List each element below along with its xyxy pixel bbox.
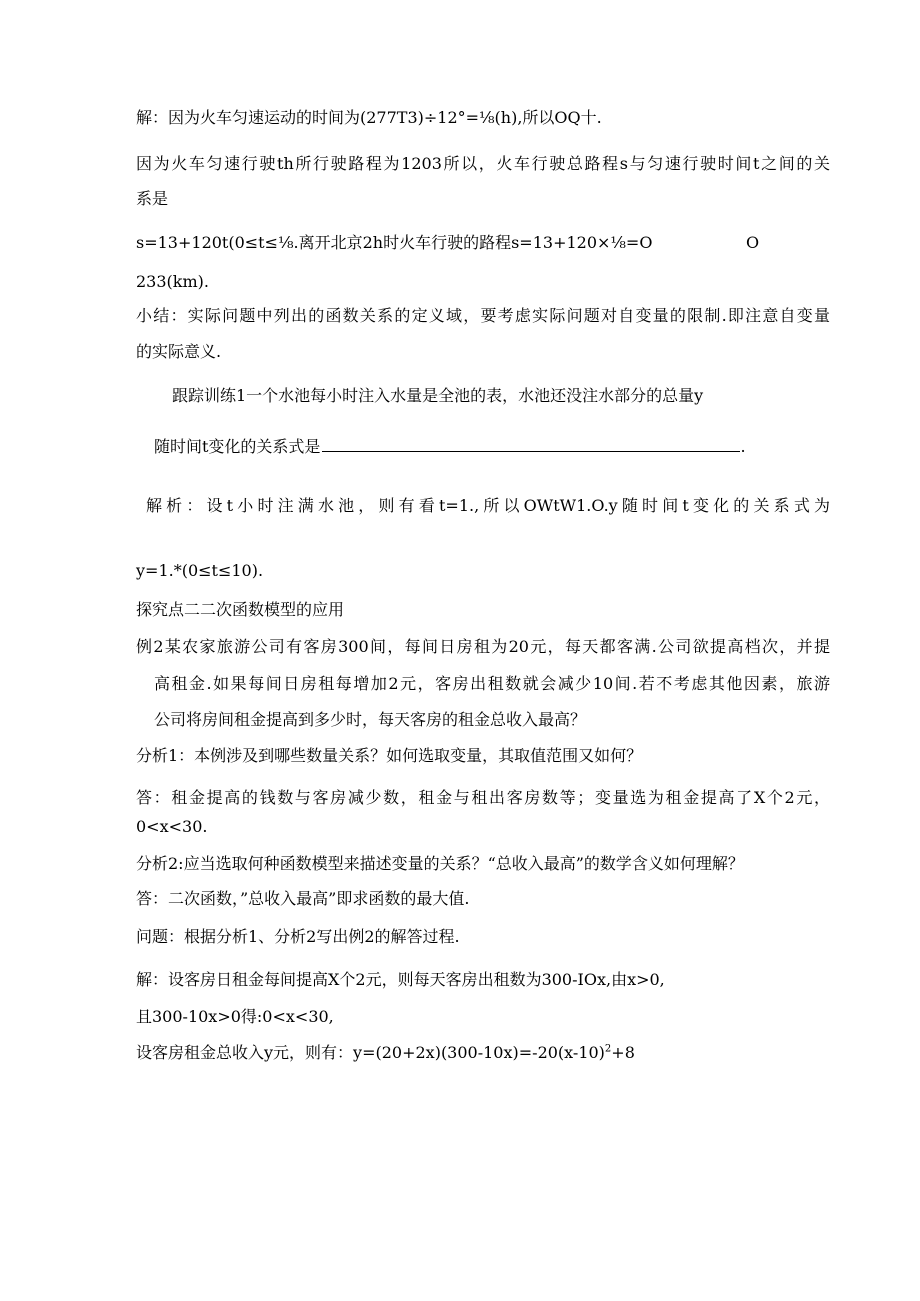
example-line-2: 高租金.如果每间日房租每增加2元，客房出租数就会减少10间.若不考虑其他因素，旅游	[154, 674, 830, 693]
solution-line-5: 233(km).	[136, 272, 209, 291]
analysis1-answer-line-1: 答：租金提高的钱数与客房减少数，租金与租出客房数等；变量选为租金提高了X个2元，	[136, 788, 830, 807]
analysis2-answer: 答：二次函数，”总收入最高”即求函数的最大值.	[136, 889, 470, 908]
analysis2-question: 分析2:应当选取何种函数模型来描述变量的关系？“总收入最高”的数学含义如何理解？	[136, 854, 744, 873]
solution-line-4-tail: O	[746, 233, 760, 252]
solution-line-4: s=13+120t(0≤t≤⅛.离开北京2h时火车行驶的路程s=13+120×⅛=O	[136, 233, 653, 252]
practice-line-2	[154, 437, 746, 457]
practice-line-2-text: 随时间t变化的关系式是	[154, 437, 321, 456]
analysis1-answer-line-2: 0<x<30.	[136, 817, 208, 836]
example-line-3: 公司将房间租金提高到多少时，每天客房的租金总收入最高？	[154, 710, 587, 729]
answer-blank	[322, 437, 740, 452]
analysis-line-1: 解析：设t小时注满水池，则有看t=1.,所以OWtW1.O.y随时间t变化的关系式为	[146, 496, 830, 515]
example-line-1: 例2某农家旅游公司有客房300间，每间日房租为20元，每天都客满.公司欲提高档次，并提	[136, 637, 830, 656]
analysis1-question: 分析1：本例涉及到哪些数量关系？如何选取变量，其取值范围又如何？	[136, 746, 643, 765]
practice-line-1: 跟踪训练1一个水池每小时注入水量是全池的表，水池还没注水部分的总量y	[172, 386, 704, 405]
analysis-line-2: y=1.*(0≤t≤10).	[136, 561, 264, 580]
solution2-line-3-tail: +8	[611, 1043, 635, 1062]
solution2-line-1: 解：设客房日租金每间提高X个2元，则每天客房出租数为300-IOx,由x>0,	[136, 970, 665, 989]
summary-line-1: 小结：实际问题中列出的函数关系的定义域，要考虑实际问题对自变量的限制.即注意自变量	[136, 306, 830, 325]
solution2-line-3	[136, 1043, 635, 1063]
practice-line-2-end: .	[740, 437, 746, 456]
summary-line-2: 的实际意义.	[136, 342, 222, 361]
exponent: 2	[604, 1043, 612, 1055]
solution-line-1: 解：因为火车匀速运动的时间为(277T3)÷12°=⅛(h),所以OQ十.	[136, 108, 602, 127]
solution-line-2: 因为火车匀速行驶th所行驶路程为1203所以，火车行驶总路程s与匀速行驶时间t之间的关	[136, 154, 830, 173]
question-line: 问题：根据分析1、分析2写出例2的解答过程.	[136, 927, 460, 946]
solution-line-3: 系是	[136, 189, 169, 208]
solution2-line-3-text: 设客房租金总收入y元，则有：y=(20+2x)(300-10x)=-20(x-10)	[136, 1043, 605, 1062]
section-heading: 探究点二二次函数模型的应用	[136, 600, 345, 619]
solution2-line-2: 且300-10x>0得:0<x<30,	[136, 1007, 334, 1026]
